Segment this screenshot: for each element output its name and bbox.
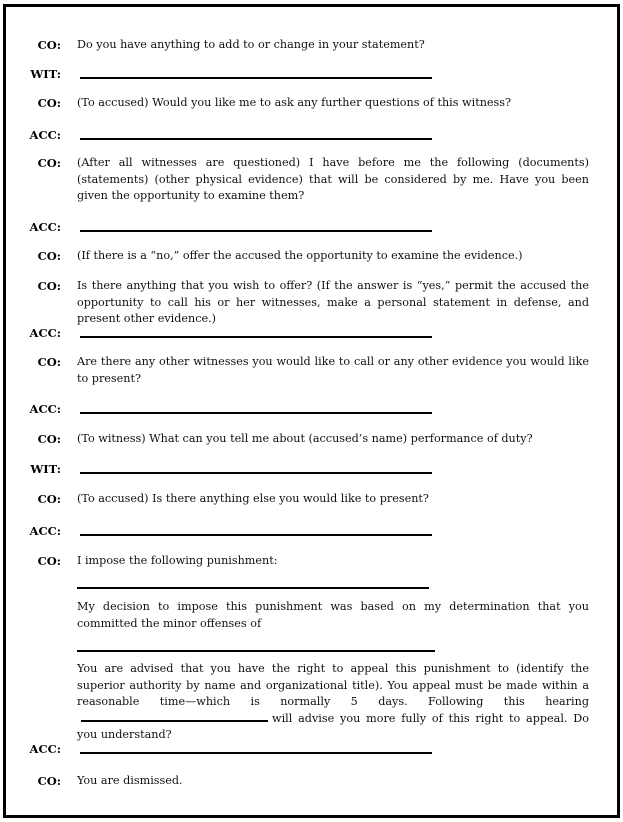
response-blank[interactable] [80, 77, 432, 79]
appeal-text-before: You are advised that you have the right to appeal this punishment to (identify the superior authority by name and organizational title). You appeal must be made within a reasonable time—which is normally 5 days. Following this hearing [77, 662, 589, 708]
speaker-label: ACC: [29, 326, 61, 340]
speaker-label: CO: [37, 249, 61, 263]
response-blank[interactable] [80, 412, 432, 414]
punishment-blank[interactable] [77, 587, 429, 589]
speaker-label: CO: [37, 38, 61, 52]
speaker-label: ACC: [29, 742, 61, 756]
speaker-label: WIT: [30, 67, 61, 81]
speaker-label: CO: [37, 492, 61, 506]
response-blank[interactable] [80, 472, 432, 474]
statement-text: You are dismissed. [77, 774, 183, 787]
response-blank[interactable] [80, 534, 432, 536]
statement-text: Is there anything that you wish to offer? (If the answer is “yes,” permit the accused the opportunity to call his or her witnesses, make a personal statement in defense, and present other evidence.) [77, 279, 589, 325]
statement-text: I impose the following punishment: [77, 554, 278, 567]
appeal-text-after: will advise you more fully of this right to appeal. Do you understand? [77, 711, 589, 741]
speaker-label: ACC: [29, 128, 61, 142]
statement-text: (To accused) Is there anything else you would like to present? [77, 492, 429, 505]
appeal-text [77, 661, 589, 744]
decision-text: My decision to impose this punishment was based on my determination that you committed the minor offenses of [77, 600, 589, 630]
speaker-label: CO: [37, 156, 61, 170]
speaker-label: ACC: [29, 402, 61, 416]
statement-text: (To accused) Would you like me to ask any further questions of this witness? [77, 96, 511, 109]
offenses-blank[interactable] [77, 650, 435, 652]
speaker-label: CO: [37, 432, 61, 446]
speaker-label: CO: [37, 554, 61, 568]
speaker-label: CO: [37, 774, 61, 788]
response-blank[interactable] [80, 752, 432, 754]
speaker-label: ACC: [29, 220, 61, 234]
speaker-label: CO: [37, 96, 61, 110]
response-blank[interactable] [80, 336, 432, 338]
appeal-official-blank[interactable] [81, 720, 268, 722]
response-blank[interactable] [80, 138, 432, 140]
speaker-label: CO: [37, 355, 61, 369]
statement-text: (To witness) What can you tell me about (accused’s name) performance of duty? [77, 432, 533, 445]
response-blank[interactable] [80, 230, 432, 232]
statement-text: (If there is a “no,” offer the accused the opportunity to examine the evidence.) [77, 249, 523, 262]
speaker-label: WIT: [30, 462, 61, 476]
statement-text: Do you have anything to add to or change in your statement? [77, 38, 425, 51]
speaker-label: ACC: [29, 524, 61, 538]
speaker-label: CO: [37, 279, 61, 293]
statement-text: (After all witnesses are questioned) I have before me the following (documents) (statements) (other physical evidence) that will be considered by me. Have you been given the opportunity to examine them? [77, 156, 589, 202]
statement-text: Are there any other witnesses you would like to call or any other evidence you would like to present? [77, 355, 589, 385]
